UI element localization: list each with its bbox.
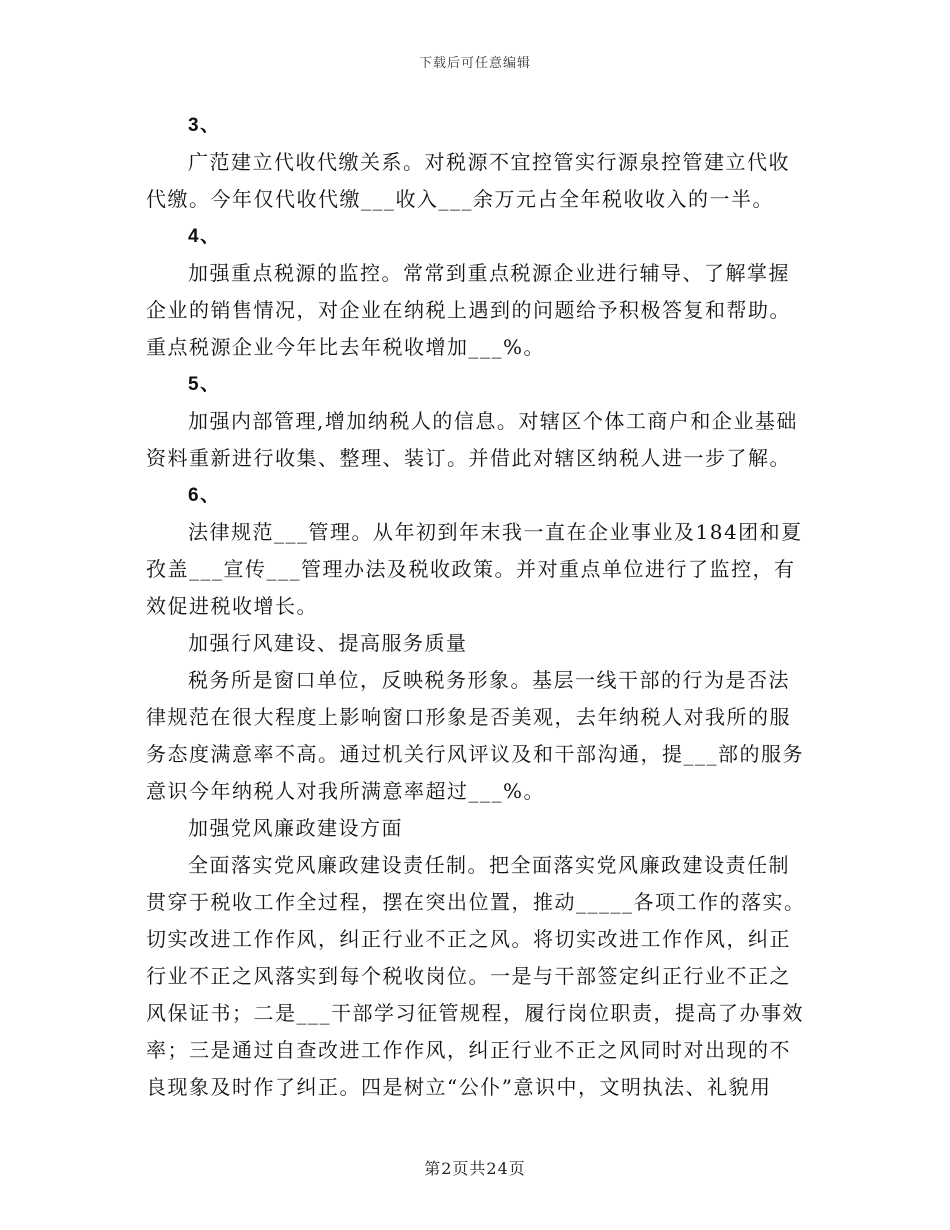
paragraph-line: 税务所是窗口单位，反映税务形象。基层一线干部的行为是否法 [188, 668, 790, 692]
paragraph-line: 企业的销售情况，对企业在纳税上遇到的问题给予积极答复和帮助。 [146, 298, 791, 322]
paragraph-line: 风保证书；二是___干部学习征管规程，履行岗位职责，提高了办事效 [146, 1001, 804, 1025]
paragraph-line: 意识今年纳税人对我所满意率超过___%。 [146, 779, 546, 803]
paragraph-line: 切实改进工作作风，纠正行业不正之风。将切实改进工作作风，纠正 [146, 927, 791, 951]
paragraph-line: 贯穿于税收工作全过程，摆在突出位置，推动_____各项工作的落实。 [146, 890, 806, 914]
section-heading: 加强行风建设、提高服务质量 [188, 631, 468, 655]
paragraph-line: 全面落实党风廉政建设责任制。把全面落实党风廉政建设责任制 [188, 853, 790, 877]
paragraph-line: 良现象及时作了纠正。四是树立“公仆”意识中，文明执法、礼貌用 [146, 1075, 772, 1099]
paragraph-line: 资料重新进行收集、整理、装订。并借此对辖区纳税人进一步了解。 [146, 446, 791, 470]
paragraph-line: 代缴。今年仅代收代缴___收入___余万元占全年税收收入的一半。 [146, 187, 774, 211]
section-number: 3、 [188, 115, 221, 136]
section-heading: 加强党风廉政建设方面 [188, 816, 403, 840]
paragraph-line: 率；三是通过自查改进工作作风，纠正行业不正之风同时对出现的不 [146, 1038, 791, 1062]
document-body [146, 107, 814, 1106]
paragraph-line: 法律规范___管理。从年初到年末我一直在企业事业及184团和夏 [188, 520, 803, 544]
section-number: 5、 [188, 374, 221, 395]
paragraph-line: 加强内部管理,增加纳税人的信息。对辖区个体工商户和企业基础 [188, 409, 798, 433]
section-number: 6、 [188, 485, 221, 506]
paragraph-line: 务态度满意率不高。通过机关行风评议及和干部沟通，提___部的服务 [146, 742, 804, 766]
section-number: 4、 [188, 226, 221, 247]
page-footer: 第2页共24页 [424, 1159, 526, 1178]
paragraph-line: 律规范在很大程度上影响窗口形象是否美观，去年纳税人对我所的服 [146, 705, 791, 729]
paragraph-line: 广范建立代收代缴关系。对税源不宜控管实行源泉控管建立代收 [188, 150, 790, 174]
paragraph-line: 重点税源企业今年比去年税收增加___%。 [146, 335, 546, 359]
paragraph-line: 效促进税收增长。 [146, 594, 318, 618]
paragraph-line: 孜盖___宣传___管理办法及税收政策。并对重点单位进行了监控，有 [146, 557, 796, 581]
page-header: 下载后可任意编辑 [418, 56, 531, 71]
paragraph-line: 加强重点税源的监控。常常到重点税源企业进行辅导、了解掌握 [188, 261, 790, 285]
paragraph-line: 行业不正之风落实到每个税收岗位。一是与干部签定纠正行业不正之 [146, 964, 791, 988]
